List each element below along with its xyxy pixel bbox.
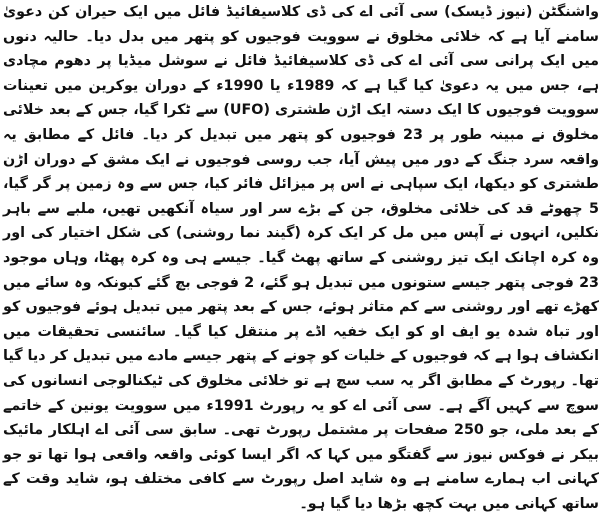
news-article-body: واشنگٹن (نیوز ڈیسک) سی آئی اے کی ڈی کلاسیفائیڈ فائل میں ایک حیران کن دعویٰ سامنے آیا ہے کہ خلائی مخلوق نے سوویت فوجیوں کو پتھر میں بدل دیا۔ حالیہ دنوں میں ایک پرانی سی آئی اے کی ڈی کلاسیفائیڈ فائل نے سوشل میڈیا پر دھوم مچادی ہے، جس میں یہ دعویٰ کیا گیا ہے کہ 1989ء یا 1990ء کے دوران یوکرین میں تعینات سوویت فوجیوں کا ایک دستہ ایک اڑن طشتری (UFO) سے ٹکرا گیا، جس کے بعد خلائی مخلوق نے مبینہ طور پر 23 فوجیوں کو پتھر میں تبدیل کر دیا۔ فائل کے مطابق یہ واقعہ سرد جنگ کے دور میں پیش آیا، جب روسی فوجیوں نے ایک مشق کے دوران اڑن طشتری کو دیکھا، ایک سپاہی نے اس پر میزائل فائر کیا، جس سے وہ زمین پر گر گیا، 5 چھوٹے قد کی خلائی مخلوق، جن کے بڑے سر اور سیاہ آنکھیں تھیں، ملبے سے باہر نکلیں، انہوں نے آپس میں مل کر ایک کرہ (گیند نما روشنی) کی شکل اختیار کی اور وہ کرہ اچانک ایک تیز روشنی کے ساتھ پھٹ گیا۔ جیسے ہی وہ کرہ پھٹا، وہاں موجود 23 فوجی پتھر جیسے ستونوں میں تبدیل ہو گئے، 2 فوجی بچ گئے کیونکہ وہ سائے میں کھڑے تھے اور روشنی سے کم متاثر ہوئے، جس کے بعد پتھر میں تبدیل ہوئے فوجیوں کو اور تباہ شدہ یو ایف او کو ایک خفیہ اڈے پر منتقل کیا گیا۔ سائنسی تحقیقات میں انکشاف ہوا ہے کہ فوجیوں کے خلیات کو چونے کے پتھر جیسے مادے میں تبدیل کر دیا گیا تھا۔ رپورٹ کے مطابق اگر یہ سب سچ ہے تو خلائی مخلوق کی ٹیکنالوجی انسانوں کی سوچ سے کہیں آگے ہے۔ سی آئی اے کو یہ رپورٹ 1991ء میں سوویت یونین کے خاتمے کے بعد ملی، جو 250 صفحات پر مشتمل رپورٹ تھی۔ سابق سی آئی اے اہلکار مائیک بیکر نے فوکس نیوز سے گفتگو میں کہا کہ اگر ایسا کوئی واقعہ واقعی ہوا تھا تو جو کہانی اب ہمارے سامنے ہے وہ شاید اصل رپورٹ سے کافی مختلف ہو، شاید وقت کے ساتھ کہانی میں بہت کچھ بڑھا دیا گیا ہو۔ — [3, 4, 600, 512]
